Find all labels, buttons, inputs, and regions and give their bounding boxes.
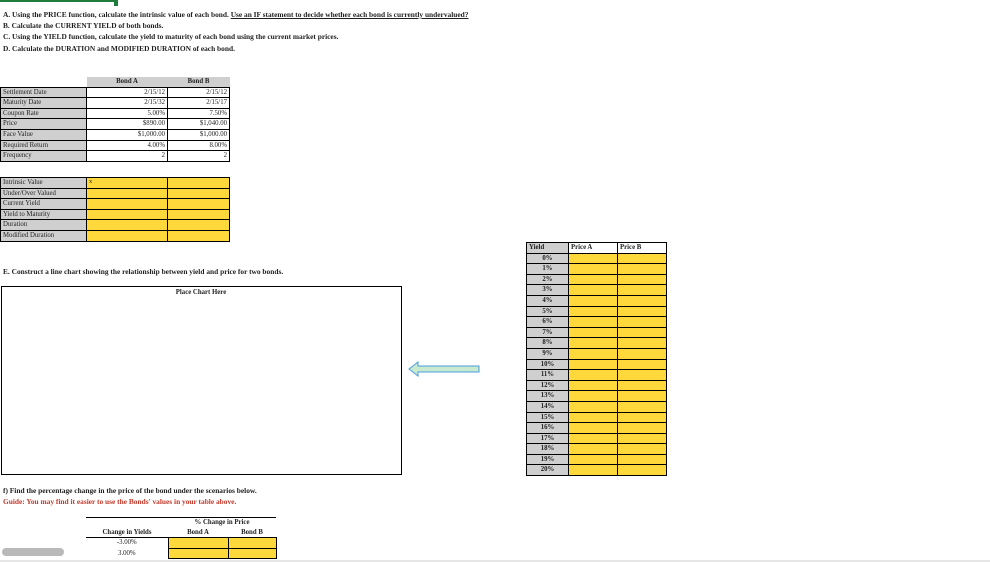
bond-a-value[interactable]: 4.00% [87, 140, 168, 151]
price-b-cell[interactable] [618, 253, 667, 264]
yield-header[interactable]: Yield [527, 243, 569, 254]
yield-row [527, 253, 667, 264]
yield-value[interactable]: 4% [527, 295, 569, 306]
pc-bond-a-header[interactable]: Bond A [168, 528, 228, 538]
price-a-cell[interactable] [569, 274, 618, 285]
bond-b-value[interactable]: 7.50% [168, 108, 230, 119]
instruction-a-text: A. Using the PRICE function, calculate the intrinsic value of each bond. [3, 10, 231, 19]
input-label[interactable]: Required Return [1, 140, 87, 151]
pc-bond-b-cell[interactable] [228, 548, 276, 559]
table-row [1, 220, 230, 231]
bond-b-result-cell[interactable] [168, 178, 230, 189]
price-b-cell[interactable] [618, 454, 667, 465]
price-a-cell[interactable] [569, 433, 618, 444]
yield-value[interactable]: 1% [527, 264, 569, 275]
price-b-cell[interactable] [618, 433, 667, 444]
price-a-cell[interactable] [569, 359, 618, 370]
bond-results-table [0, 177, 230, 242]
yield-row [527, 348, 667, 359]
bond-b-value[interactable]: 2 [168, 151, 230, 162]
bond-inputs-table [0, 77, 230, 162]
instruction-d: D. Calculate the DURATION and MODIFIED DURATION of each bond. [3, 44, 235, 53]
price-a-cell[interactable] [569, 253, 618, 264]
yield-value[interactable]: 19% [527, 454, 569, 465]
input-label[interactable]: Maturity Date [1, 98, 87, 109]
pc-bond-b-header[interactable]: Bond B [228, 528, 276, 538]
bond-a-result-cell[interactable] [87, 178, 168, 189]
bond-a-result-cell[interactable] [87, 220, 168, 231]
table-row [1, 119, 230, 130]
input-label[interactable]: Frequency [1, 151, 87, 162]
horizontal-scrollbar[interactable] [2, 548, 64, 556]
price-a-cell[interactable] [569, 317, 618, 328]
bond-b-result-cell[interactable] [168, 230, 230, 241]
price-a-cell[interactable] [569, 454, 618, 465]
yield-value[interactable]: 2% [527, 274, 569, 285]
table-row [1, 230, 230, 241]
yield-row [527, 285, 667, 296]
cell-selection-border [0, 0, 118, 5]
price-a-cell[interactable] [569, 423, 618, 434]
bond-b-result-cell[interactable] [168, 188, 230, 199]
yield-value[interactable]: 15% [527, 412, 569, 423]
price-b-cell[interactable] [618, 306, 667, 317]
price-a-cell[interactable] [569, 306, 618, 317]
stray-mark: x [89, 178, 93, 185]
price-b-cell[interactable] [618, 444, 667, 455]
yield-value[interactable]: 3% [527, 285, 569, 296]
yield-value[interactable]: 8% [527, 338, 569, 349]
bond-a-value[interactable]: $890.00 [87, 119, 168, 130]
input-label[interactable]: Face Value [1, 129, 87, 140]
bond-b-result-cell[interactable] [168, 209, 230, 220]
bond-inputs-header-row [1, 77, 230, 87]
yield-value[interactable]: 11% [527, 370, 569, 381]
price-a-cell[interactable] [569, 327, 618, 338]
result-label[interactable]: Intrinsic Value [1, 178, 87, 189]
yield-value[interactable]: 12% [527, 380, 569, 391]
yield-row [527, 338, 667, 349]
input-label[interactable]: Settlement Date [1, 87, 87, 98]
price-a-cell[interactable] [569, 338, 618, 349]
section-e-title: E. Construct a line chart showing the relationship between yield and price for two bonds. [3, 267, 284, 276]
table-row [1, 209, 230, 220]
bond-b-value[interactable]: 2/15/17 [168, 98, 230, 109]
table-row [1, 178, 230, 189]
section-f-guide: Guide: You may find it easier to use the Bonds' values in your table above. [3, 497, 237, 506]
table-row [1, 98, 230, 109]
bond-b-value[interactable]: 8.00% [168, 140, 230, 151]
bond-a-value[interactable]: $1,000.00 [87, 129, 168, 140]
table-row [1, 188, 230, 199]
bond-a-result-cell[interactable] [87, 199, 168, 210]
table-row [1, 199, 230, 210]
result-label[interactable]: Current Yield [1, 199, 87, 210]
price-b-cell[interactable] [618, 465, 667, 476]
price-b-header[interactable]: Price B [618, 243, 667, 254]
yield-value[interactable]: 0% [527, 253, 569, 264]
change-in-yield-value[interactable]: -3.00% [86, 538, 168, 549]
table-row [1, 87, 230, 98]
yield-value[interactable]: 18% [527, 444, 569, 455]
price-b-cell[interactable] [618, 423, 667, 434]
result-label[interactable]: Modified Duration [1, 230, 87, 241]
price-b-cell[interactable] [618, 264, 667, 275]
yield-row [527, 274, 667, 285]
table-row [1, 129, 230, 140]
bond-b-header[interactable]: Bond B [168, 77, 230, 87]
price-a-cell[interactable] [569, 391, 618, 402]
price-b-cell[interactable] [618, 380, 667, 391]
input-label[interactable]: Price [1, 119, 87, 130]
bond-b-value[interactable]: 2/15/12 [168, 87, 230, 98]
left-arrow-icon [408, 361, 480, 377]
yield-value[interactable]: 16% [527, 423, 569, 434]
price-a-header[interactable]: Price A [569, 243, 618, 254]
yield-value[interactable]: 13% [527, 391, 569, 402]
pc-bond-a-cell[interactable] [168, 548, 228, 559]
price-a-cell[interactable] [569, 285, 618, 296]
pc-empty-cell [86, 518, 168, 528]
bond-a-value[interactable]: 2 [87, 151, 168, 162]
bond-a-value[interactable]: 2/15/12 [87, 87, 168, 98]
yield-value[interactable]: 14% [527, 401, 569, 412]
yield-value[interactable]: 20% [527, 465, 569, 476]
bond-a-header[interactable]: Bond A [87, 77, 168, 87]
yield-row [527, 370, 667, 381]
price-a-cell[interactable] [569, 401, 618, 412]
bond-a-value[interactable]: 5.00% [87, 108, 168, 119]
yield-row [527, 317, 667, 328]
yield-value[interactable]: 17% [527, 433, 569, 444]
pc-row [86, 538, 276, 549]
bond-b-value[interactable]: $1,040.00 [168, 119, 230, 130]
price-b-cell[interactable] [618, 401, 667, 412]
table-row [1, 108, 230, 119]
pc-group-header[interactable]: % Change in Price [168, 518, 276, 528]
pc-group-header-row [86, 518, 276, 528]
instruction-a [3, 10, 468, 19]
yield-value[interactable]: 7% [527, 327, 569, 338]
price-b-cell[interactable] [618, 327, 667, 338]
change-in-yield-value[interactable]: 3.00% [86, 548, 168, 559]
pc-header-row [86, 528, 276, 538]
yield-row [527, 264, 667, 275]
price-b-cell[interactable] [618, 317, 667, 328]
price-b-cell[interactable] [618, 370, 667, 381]
section-f-title: f) Find the percentage change in the price of the bond under the scenarios below. [3, 486, 257, 495]
percent-change-table [86, 517, 277, 559]
change-in-yields-header[interactable]: Change in Yields [86, 528, 168, 538]
price-a-cell[interactable] [569, 370, 618, 381]
chart-placeholder-box[interactable] [1, 286, 402, 475]
table-row [1, 140, 230, 151]
bond-b-result-cell[interactable] [168, 220, 230, 231]
fill-handle[interactable] [114, 0, 118, 6]
chart-placeholder-label: Place Chart Here [175, 289, 227, 296]
yield-row [527, 433, 667, 444]
bond-b-value[interactable]: $1,000.00 [168, 129, 230, 140]
price-a-cell[interactable] [569, 412, 618, 423]
bond-a-result-cell[interactable] [87, 188, 168, 199]
yield-row [527, 465, 667, 476]
price-b-cell[interactable] [618, 348, 667, 359]
price-b-cell[interactable] [618, 391, 667, 402]
bond-b-result-cell[interactable] [168, 199, 230, 210]
result-label[interactable]: Under/Over Valued [1, 188, 87, 199]
yield-table-header-row [527, 243, 667, 254]
instruction-a-link: Use an IF statement to decide whether each bond is currently undervalued? [230, 10, 469, 19]
price-a-cell[interactable] [569, 348, 618, 359]
price-a-cell[interactable] [569, 465, 618, 476]
yield-value[interactable]: 6% [527, 317, 569, 328]
yield-value[interactable]: 9% [527, 348, 569, 359]
price-b-cell[interactable] [618, 412, 667, 423]
result-label[interactable]: Yield to Maturity [1, 209, 87, 220]
yield-row [527, 401, 667, 412]
pc-bond-a-cell[interactable] [168, 538, 228, 549]
price-a-cell[interactable] [569, 264, 618, 275]
price-b-cell[interactable] [618, 338, 667, 349]
price-b-cell[interactable] [618, 359, 667, 370]
yield-row [527, 295, 667, 306]
empty-header-cell [1, 77, 87, 87]
input-label[interactable]: Coupon Rate [1, 108, 87, 119]
bond-a-value[interactable]: 2/15/32 [87, 98, 168, 109]
price-a-cell[interactable] [569, 444, 618, 455]
price-a-cell[interactable] [569, 295, 618, 306]
bond-a-result-cell[interactable] [87, 209, 168, 220]
yield-value[interactable]: 5% [527, 306, 569, 317]
price-b-cell[interactable] [618, 274, 667, 285]
table-row [1, 151, 230, 162]
instruction-c: C. Using the YIELD function, calculate the yield to maturity of each bond using the current market prices. [3, 32, 339, 41]
pc-row [86, 548, 276, 559]
bond-a-result-cell[interactable] [87, 230, 168, 241]
yield-price-table [526, 242, 667, 476]
yield-row [527, 380, 667, 391]
result-label[interactable]: Duration [1, 220, 87, 231]
pc-bond-b-cell[interactable] [228, 538, 276, 549]
price-b-cell[interactable] [618, 285, 667, 296]
yield-row [527, 423, 667, 434]
price-a-cell[interactable] [569, 380, 618, 391]
yield-row [527, 454, 667, 465]
price-b-cell[interactable] [618, 295, 667, 306]
yield-row [527, 306, 667, 317]
yield-row [527, 359, 667, 370]
yield-row [527, 327, 667, 338]
instruction-b: B. Calculate the CURRENT YIELD of both bonds. [3, 21, 164, 30]
yield-row [527, 444, 667, 455]
yield-row [527, 412, 667, 423]
yield-row [527, 391, 667, 402]
yield-value[interactable]: 10% [527, 359, 569, 370]
